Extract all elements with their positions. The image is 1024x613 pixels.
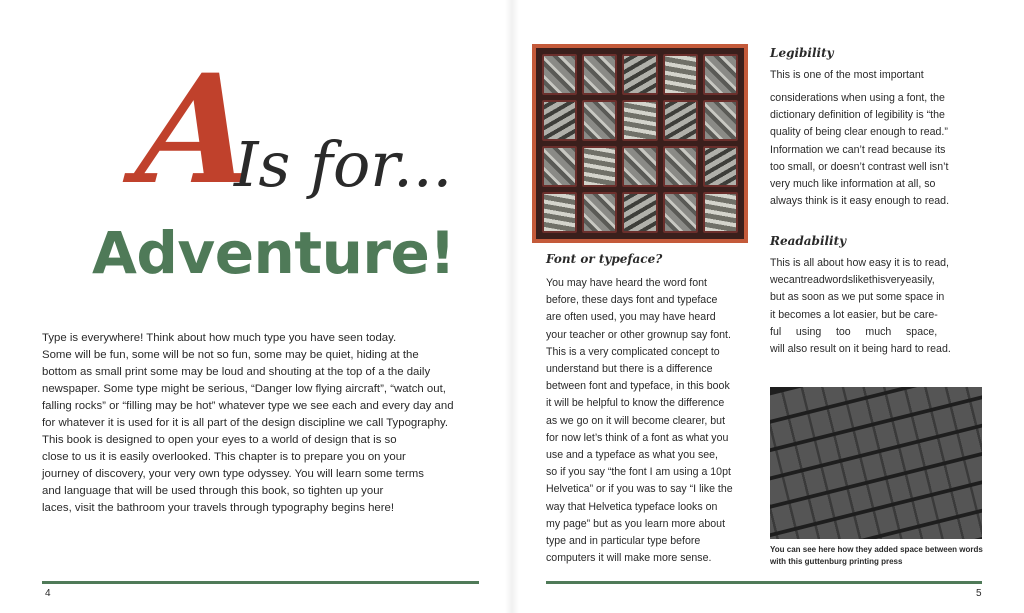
text-line: for now let’s think of a font as what you xyxy=(546,431,729,444)
tray-cell xyxy=(703,100,738,141)
tray-cell xyxy=(622,100,657,141)
text-line: This is all about how easy it is to read, xyxy=(770,257,950,269)
legibility-first-line: This is one of the most important xyxy=(770,69,924,81)
intro-line: and language that will be used through this book, so tighten up your xyxy=(42,485,384,497)
tray-cell xyxy=(703,54,738,95)
text-line: computers it will make more sense. xyxy=(546,552,712,565)
intro-line: falling rocks” or “filling may be hot” whatever type we see each and every day and xyxy=(42,400,454,412)
text-line: your teacher or other grownup say font. xyxy=(546,328,731,341)
text-line: This is a very complicated concept to xyxy=(546,345,720,358)
metal-type-rows xyxy=(770,387,982,539)
readability-heading: Readability xyxy=(770,234,847,248)
text-line: it becomes a lot easier, but be care- xyxy=(770,308,938,321)
photo-caption xyxy=(770,544,992,568)
tray-cell xyxy=(663,146,698,187)
caption-line: with this guttenburg printing press xyxy=(770,557,903,566)
font-typeface-paragraph xyxy=(546,275,758,567)
tray-cell xyxy=(703,146,738,187)
intro-line: bottom as small print some may be loud and shouting at the top of a the daily xyxy=(42,366,431,378)
text-line: quality of being clear enough to read.” xyxy=(770,126,948,139)
footer-rule-left xyxy=(42,581,479,584)
text-line: between font and typeface, in this book xyxy=(546,380,730,393)
text-line: my page” but as you learn more about xyxy=(546,517,726,530)
page-number-left: 4 xyxy=(45,588,51,599)
type-tray-photo xyxy=(532,44,748,243)
tray-cell xyxy=(622,54,657,95)
tray-cell xyxy=(622,146,657,187)
tray-grid xyxy=(542,54,738,233)
text-line: You may have heard the word font xyxy=(546,277,707,289)
caption-line: You can see here how they added space between words xyxy=(770,545,983,554)
tray-cell xyxy=(582,100,617,141)
intro-line: laces, visit the bathroom your travels through typography begins here! xyxy=(42,502,395,514)
text-line: way that Helvetica typeface looks on xyxy=(546,500,718,513)
tray-cell xyxy=(542,146,577,187)
title-rest: Is for... xyxy=(234,128,453,201)
text-line: very much like information at all, so xyxy=(770,178,936,191)
tray-cell xyxy=(582,146,617,187)
intro-line: close to us it is easily overlooked. This chapter is to prepare you on your xyxy=(42,451,406,463)
text-line: Information we can’t read because its xyxy=(770,143,946,156)
chapter-subtitle: Adventure! xyxy=(92,219,456,287)
tray-cell xyxy=(542,100,577,141)
text-line: but as soon as we put some space in xyxy=(770,291,945,304)
intro-line: Type is everywhere! Think about how much type you have seen today. xyxy=(42,332,397,344)
tray-cell xyxy=(703,192,738,233)
tray-cell xyxy=(663,192,698,233)
text-line: as we go on it will become clearer, but xyxy=(546,414,726,427)
tray-cell xyxy=(582,54,617,95)
text-line: type and in particular type before xyxy=(546,535,701,548)
text-line: ful using too much space, xyxy=(770,325,938,338)
text-line: wecantreadwordslikethisveryeasily, xyxy=(770,274,935,287)
page-number-right: 5 xyxy=(976,588,982,599)
tray-cell xyxy=(542,192,577,233)
intro-line: journey of discovery, your very own type odyssey. You will learn some terms xyxy=(42,468,424,480)
footer-rule-right xyxy=(546,581,982,584)
text-line: will also result on it being hard to read. xyxy=(770,343,951,356)
text-line: it will be helpful to know the difference xyxy=(546,397,725,410)
tray-cell xyxy=(582,192,617,233)
text-line: use and a typeface as what you see, xyxy=(546,449,718,462)
font-typeface-heading: Font or typeface? xyxy=(546,252,663,266)
legibility-paragraph xyxy=(770,90,982,210)
intro-line: Some will be fun, some will be not so fun, some may be quiet, hiding at the xyxy=(42,349,419,361)
text-line: always think is it easy enough to read. xyxy=(770,195,950,208)
intro-line: for whatever it is used for it is all part of the design discipline we call Typography. xyxy=(42,417,449,429)
tray-cell xyxy=(663,54,698,95)
text-line: before, these days font and typeface xyxy=(546,294,718,307)
text-line: so if you say “the font I am using a 10pt xyxy=(546,466,731,479)
readability-paragraph xyxy=(770,255,980,358)
text-line: Helvetica” or if you was to say “I like the xyxy=(546,483,733,496)
title-letter: A xyxy=(131,42,261,218)
text-line: too small, or doesn’t contrast well isn’t xyxy=(770,160,949,173)
intro-line: newspaper. Some type might be serious, “Danger low flying aircraft”, “watch out, xyxy=(42,383,446,395)
metal-type-photo xyxy=(770,387,982,539)
intro-paragraph xyxy=(42,330,482,517)
legibility-heading: Legibility xyxy=(770,46,834,60)
text-line: are often used, you may have heard xyxy=(546,311,716,324)
text-line: understand but there is a difference xyxy=(546,363,713,376)
chapter-title xyxy=(131,42,498,218)
tray-cell xyxy=(663,100,698,141)
tray-cell xyxy=(542,54,577,95)
text-line: dictionary definition of legibility is “the xyxy=(770,109,945,122)
tray-cell xyxy=(622,192,657,233)
intro-line: This book is designed to open your eyes to a world of design that is so xyxy=(42,434,397,446)
text-line: considerations when using a font, the xyxy=(770,92,945,104)
page-gutter xyxy=(505,0,519,613)
